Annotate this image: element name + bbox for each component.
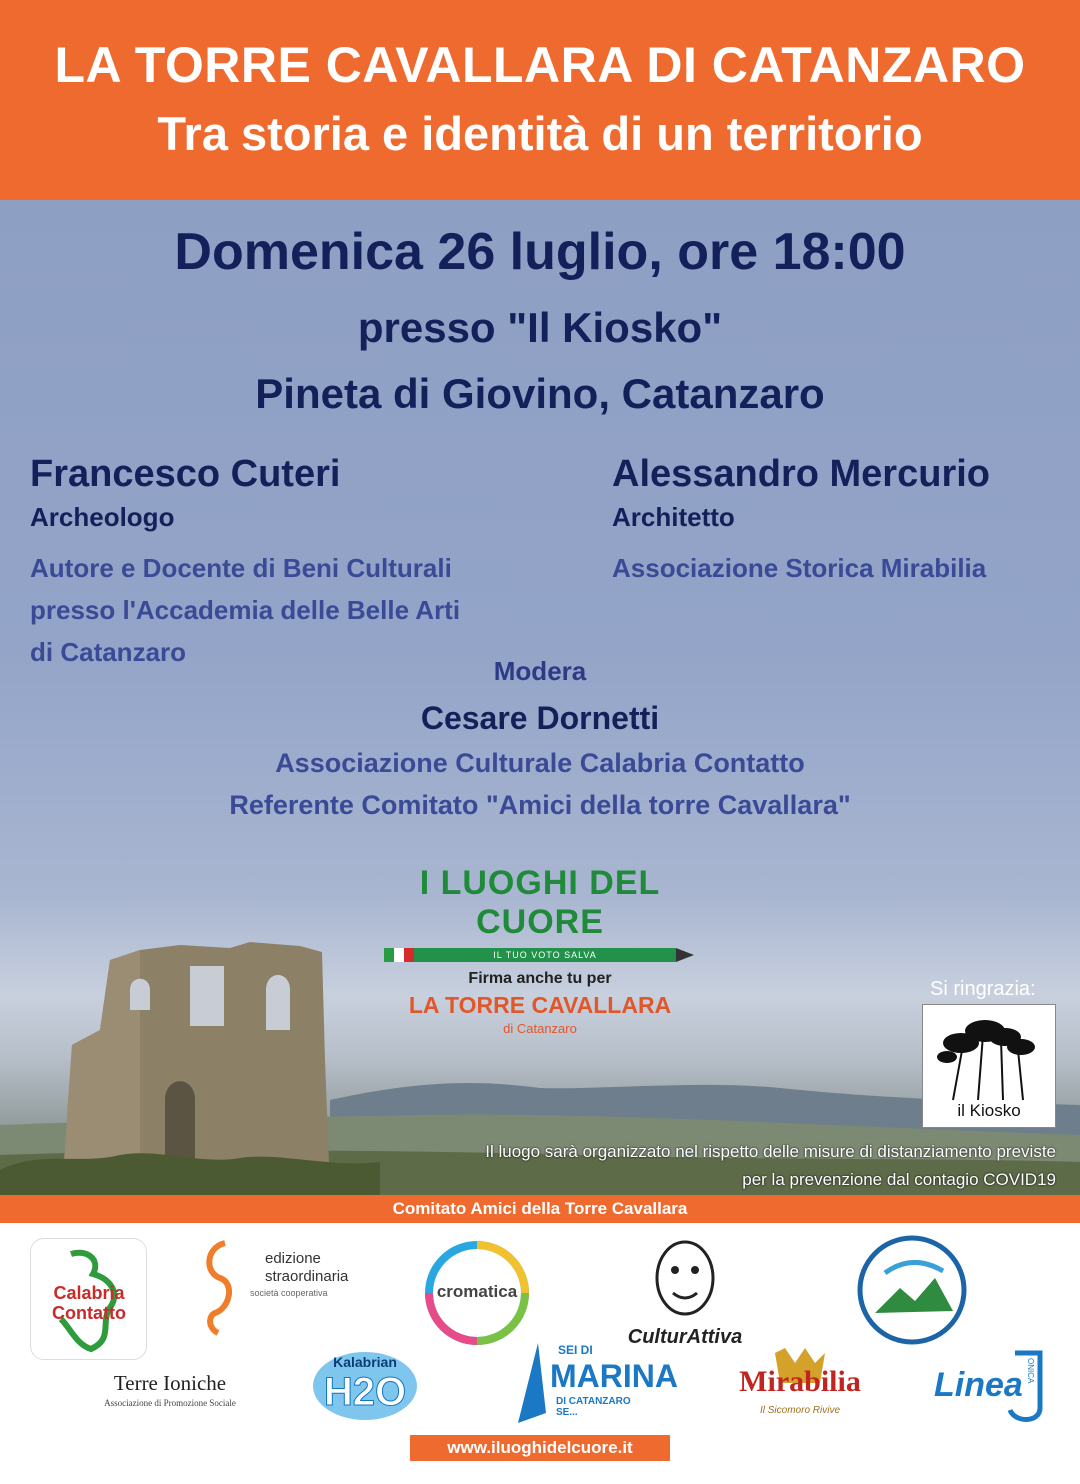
cromatica-text: cromatica [436, 1282, 518, 1301]
event-section [0, 200, 1080, 1195]
speaker-mercurio [612, 453, 1072, 589]
sponsor-logos [0, 1223, 1080, 1433]
societa-text: società cooperativa [250, 1288, 328, 1298]
di-catanzaro-se-text: DI CATANZARO SE... [556, 1396, 631, 1418]
speaker-affiliation-line: presso l'Accademia delle Belle Arti [30, 595, 461, 625]
edizione-text: edizione [265, 1250, 321, 1267]
speaker-name: Francesco Cuteri [30, 453, 341, 495]
mirabilia-subtext: Il Sicomoro Rivive [759, 1405, 841, 1416]
calabria-contatto-text: Calabria Contatto [52, 1283, 126, 1323]
event-date: Domenica 26 luglio, ore 18:00 [174, 223, 906, 281]
speaker-affiliation [30, 547, 590, 673]
kalabrian-h2o-logo [310, 1348, 420, 1423]
campaign-di-catanzaro: di Catanzaro [503, 1021, 577, 1036]
campaign-title: I LUOGHI DEL CUORE [419, 864, 661, 941]
moderator-affiliation-1: Associazione Culturale Calabria Contatto [275, 748, 805, 778]
catanzaro-bimc-logo [855, 1233, 970, 1348]
h2o-text: H2O [323, 1370, 407, 1414]
terre-ioniche-text: Terre Ioniche [113, 1371, 227, 1395]
pencil-icon [384, 948, 696, 962]
speaker-cuteri [30, 453, 590, 673]
event-place-line2: Pineta di Giovino, Catanzaro [255, 370, 825, 417]
italian-flag-icon [384, 948, 414, 962]
speaker-affiliation-line: Autore e Docente di Beni Culturali [30, 553, 452, 583]
edizione-straordinaria-logo [200, 1238, 350, 1338]
event-place-line1: presso "Il Kiosko" [357, 304, 723, 351]
poster-subtitle: Tra storia e identità di un territorio [157, 107, 923, 160]
linea-onica-logo [930, 1348, 1060, 1423]
covid-notice-line2: per la prevenzione dal contagio COVID19 [742, 1170, 1056, 1189]
culturattiva-logo [615, 1238, 755, 1348]
speaker-role: Archeologo [30, 502, 175, 532]
calabria-contatto-logo [30, 1238, 147, 1360]
campaign-torre: LA TORRE CAVALLARA [408, 992, 672, 1018]
moderator-label: Modera [493, 656, 587, 686]
mirabilia-logo [730, 1343, 870, 1423]
kiosko-logo-text: il Kiosko [957, 1101, 1021, 1120]
cromatica-logo [422, 1238, 532, 1348]
moderator-affiliation-2: Referente Comitato "Amici della torre Cavallara" [229, 790, 851, 820]
moderator-name: Cesare Dornetti [420, 700, 660, 736]
kiosko-logo [922, 1004, 1056, 1128]
campaign-firma: Firma anche tu per [468, 970, 612, 987]
speaker-affiliation-line: Associazione Storica Mirabilia [612, 553, 987, 583]
marina-text: MARINA [550, 1358, 678, 1394]
tower-ruin [62, 942, 330, 1190]
covid-notice-line1: Il luogo sarà organizzato nel rispetto delle misure di distanziamento previste [485, 1142, 1056, 1161]
poster-title: LA TORRE CAVALLARA DI CATANZARO [54, 37, 1026, 93]
straordinaria-text: straordinaria [265, 1268, 349, 1285]
pencil-text: IL TUO VOTO SALVA [414, 948, 676, 962]
terre-ioniche-subtext: Associazione di Promozione Sociale [104, 1398, 236, 1408]
onica-text: ONICA [1026, 1358, 1035, 1384]
trees-icon [923, 1005, 1055, 1105]
mirabilia-text: Mirabilia [739, 1365, 861, 1398]
sei-di-marina-logo [508, 1338, 678, 1428]
speaker-name: Alessandro Mercurio [612, 453, 990, 495]
linea-text: Linea [934, 1366, 1023, 1404]
kalabrian-text: Kalabrian [333, 1354, 397, 1370]
website-link[interactable]: www.iluoghidelcuore.it [410, 1435, 670, 1461]
culturattiva-text: CulturAttiva [627, 1326, 743, 1348]
sei-di-text: SEI DI [558, 1343, 593, 1357]
terre-ioniche-logo [80, 1371, 260, 1421]
speaker-affiliation-line: di Catanzaro [30, 637, 187, 667]
thanks-label: Si ringrazia: [930, 978, 1036, 1000]
committee-band: Comitato Amici della Torre Cavallara [0, 1195, 1080, 1223]
speaker-role: Architetto [612, 502, 735, 532]
header-banner [0, 0, 1080, 200]
luoghi-del-cuore-campaign [360, 864, 720, 1036]
speaker-affiliation [612, 547, 1072, 589]
